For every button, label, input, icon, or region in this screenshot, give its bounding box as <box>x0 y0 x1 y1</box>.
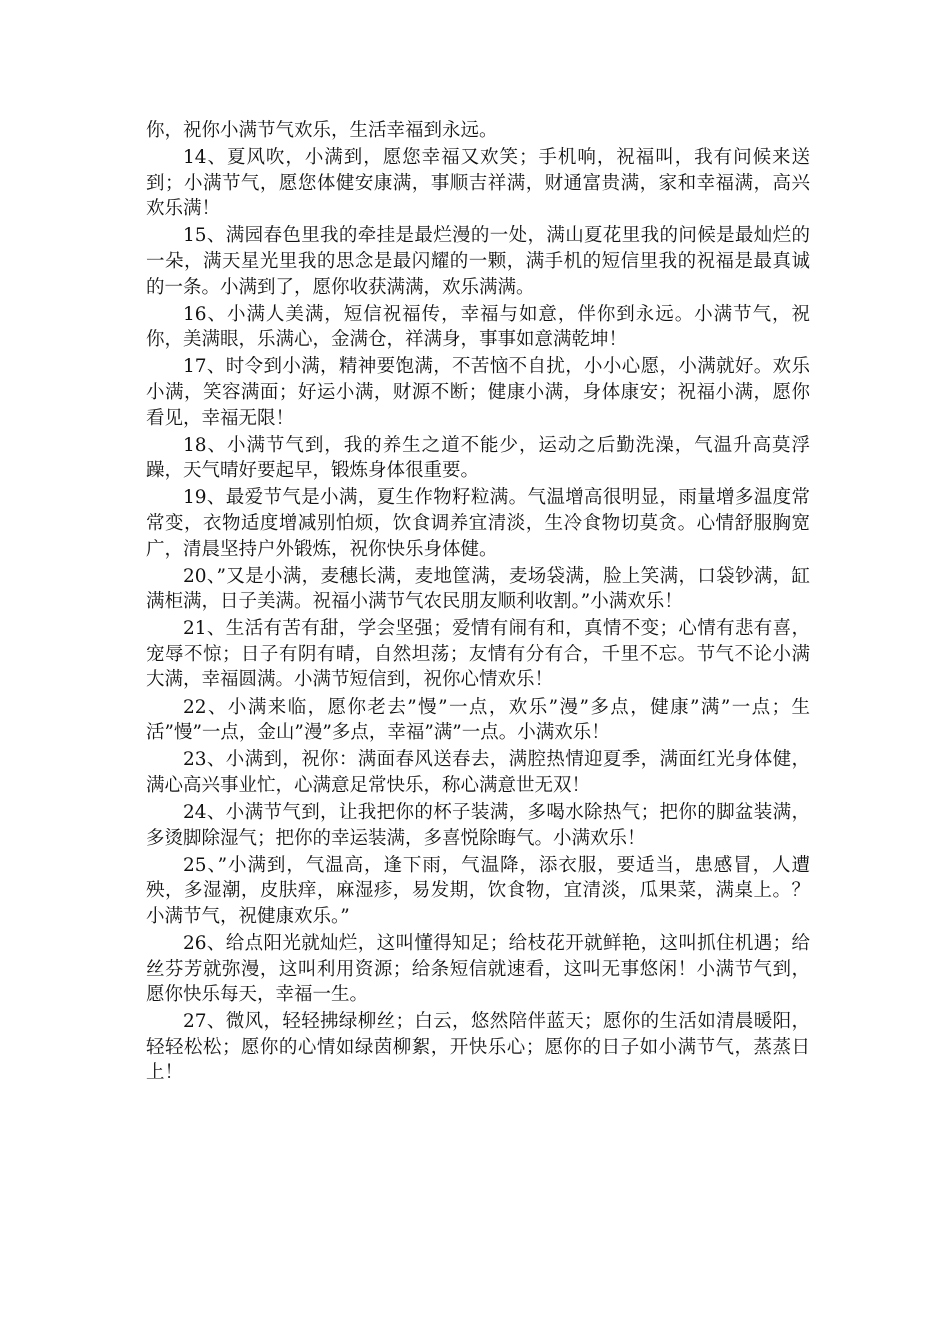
paragraph-24: 24、小满节气到，让我把你的杯子装满，多喝水除热气；把你的脚盆装满，多烫脚除湿气；把你的幸运装满，多喜悦除晦气。小满欢乐！ <box>146 801 810 849</box>
paragraph-20: 20、”又是小满，麦穗长满，麦地筐满，麦场袋满，脸上笑满，口袋钞满，缸满柜满，日子美满。祝福小满节气农民朋友顺利收割。”小满欢乐！ <box>146 565 810 613</box>
paragraph-15: 15、满园春色里我的牵挂是最烂漫的一处，满山夏花里我的问候是最灿烂的一朵，满天星光里我的思念是最闪耀的一颗，满手机的短信里我的祝福是最真诚的一条。小满到了，愿你收获满满，欢乐满满。 <box>146 225 810 298</box>
paragraph-21: 21、生活有苦有甜，学会坚强；爱情有闹有和，真情不变；心情有悲有喜，宠辱不惊；日子有阴有晴，自然坦荡；友情有分有合，千里不忘。节气不论小满大满，幸福圆满。小满节短信到，祝你心情欢乐！ <box>146 618 810 691</box>
paragraph-17: 17、时令到小满，精神要饱满，不苦恼不自扰，小小心愿，小满就好。欢乐小满，笑容满面；好运小满，财源不断；健康小满，身体康安；祝福小满，愿你看见，幸福无限！ <box>146 356 810 429</box>
paragraph-14: 14、夏风吹，小满到，愿您幸福又欢笑；手机响，祝福叫，我有问候来送到；小满节气，愿您体健安康满，事顺吉祥满，财通富贵满，家和幸福满，高兴欢乐满！ <box>146 147 810 220</box>
document-body <box>146 118 810 1086</box>
paragraph-19: 19、最爱节气是小满，夏生作物籽粒满。气温增高很明显，雨量增多温度常常变，衣物适度增减别怕烦，饮食调养宜清淡，生冷食物切莫贪。心情舒服胸宽广，清晨坚持户外锻炼，祝你快乐身体健。 <box>146 487 810 560</box>
paragraph-23: 23、小满到，祝你：满面春风送春去，满腔热情迎夏季，满面红光身体健，满心高兴事业忙，心满意足常快乐，称心满意世无双！ <box>146 749 810 796</box>
paragraph-25: 25、”小满到，气温高，逢下雨，气温降，添衣服，要适当，患感冒，人遭殃，多湿潮，皮肤痒，麻湿疹，易发期，饮食物，宜清淡，瓜果菜，满桌上。？小满节气，祝健康欢乐。” <box>146 854 810 927</box>
paragraph-16: 16、小满人美满，短信祝福传，幸福与如意，伴你到永远。小满节气，祝你，美满眼，乐满心，金满仓，祥满身，事事如意满乾坤！ <box>146 303 810 351</box>
paragraph-22: 22、小满来临，愿你老去”慢”一点，欢乐”漫”多点，健康”满”一点；生活”慢”一点，金山”漫”多点，幸福”满”一点。小满欢乐！ <box>146 696 810 744</box>
paragraph-continued: 你，祝你小满节气欢乐，生活幸福到永远。 <box>146 120 498 141</box>
paragraph-18: 18、小满节气到，我的养生之道不能少，运动之后勤洗澡，气温升高莫浮躁，天气晴好要起早，锻炼身体很重要。 <box>146 434 810 482</box>
paragraph-27: 27、微风，轻轻拂绿柳丝；白云，悠然陪伴蓝天；愿你的生活如清晨暖阳，轻轻松松；愿你的心情如绿茵柳絮，开快乐心；愿你的日子如小满节气，蒸蒸日上！ <box>146 1011 810 1084</box>
paragraph-26: 26、给点阳光就灿烂，这叫懂得知足；给枝花开就鲜艳，这叫抓住机遇；给丝芬芳就弥漫，这叫利用资源；给条短信就速看，这叫无事悠闲！小满节气到，愿你快乐每天，幸福一生。 <box>146 932 810 1006</box>
